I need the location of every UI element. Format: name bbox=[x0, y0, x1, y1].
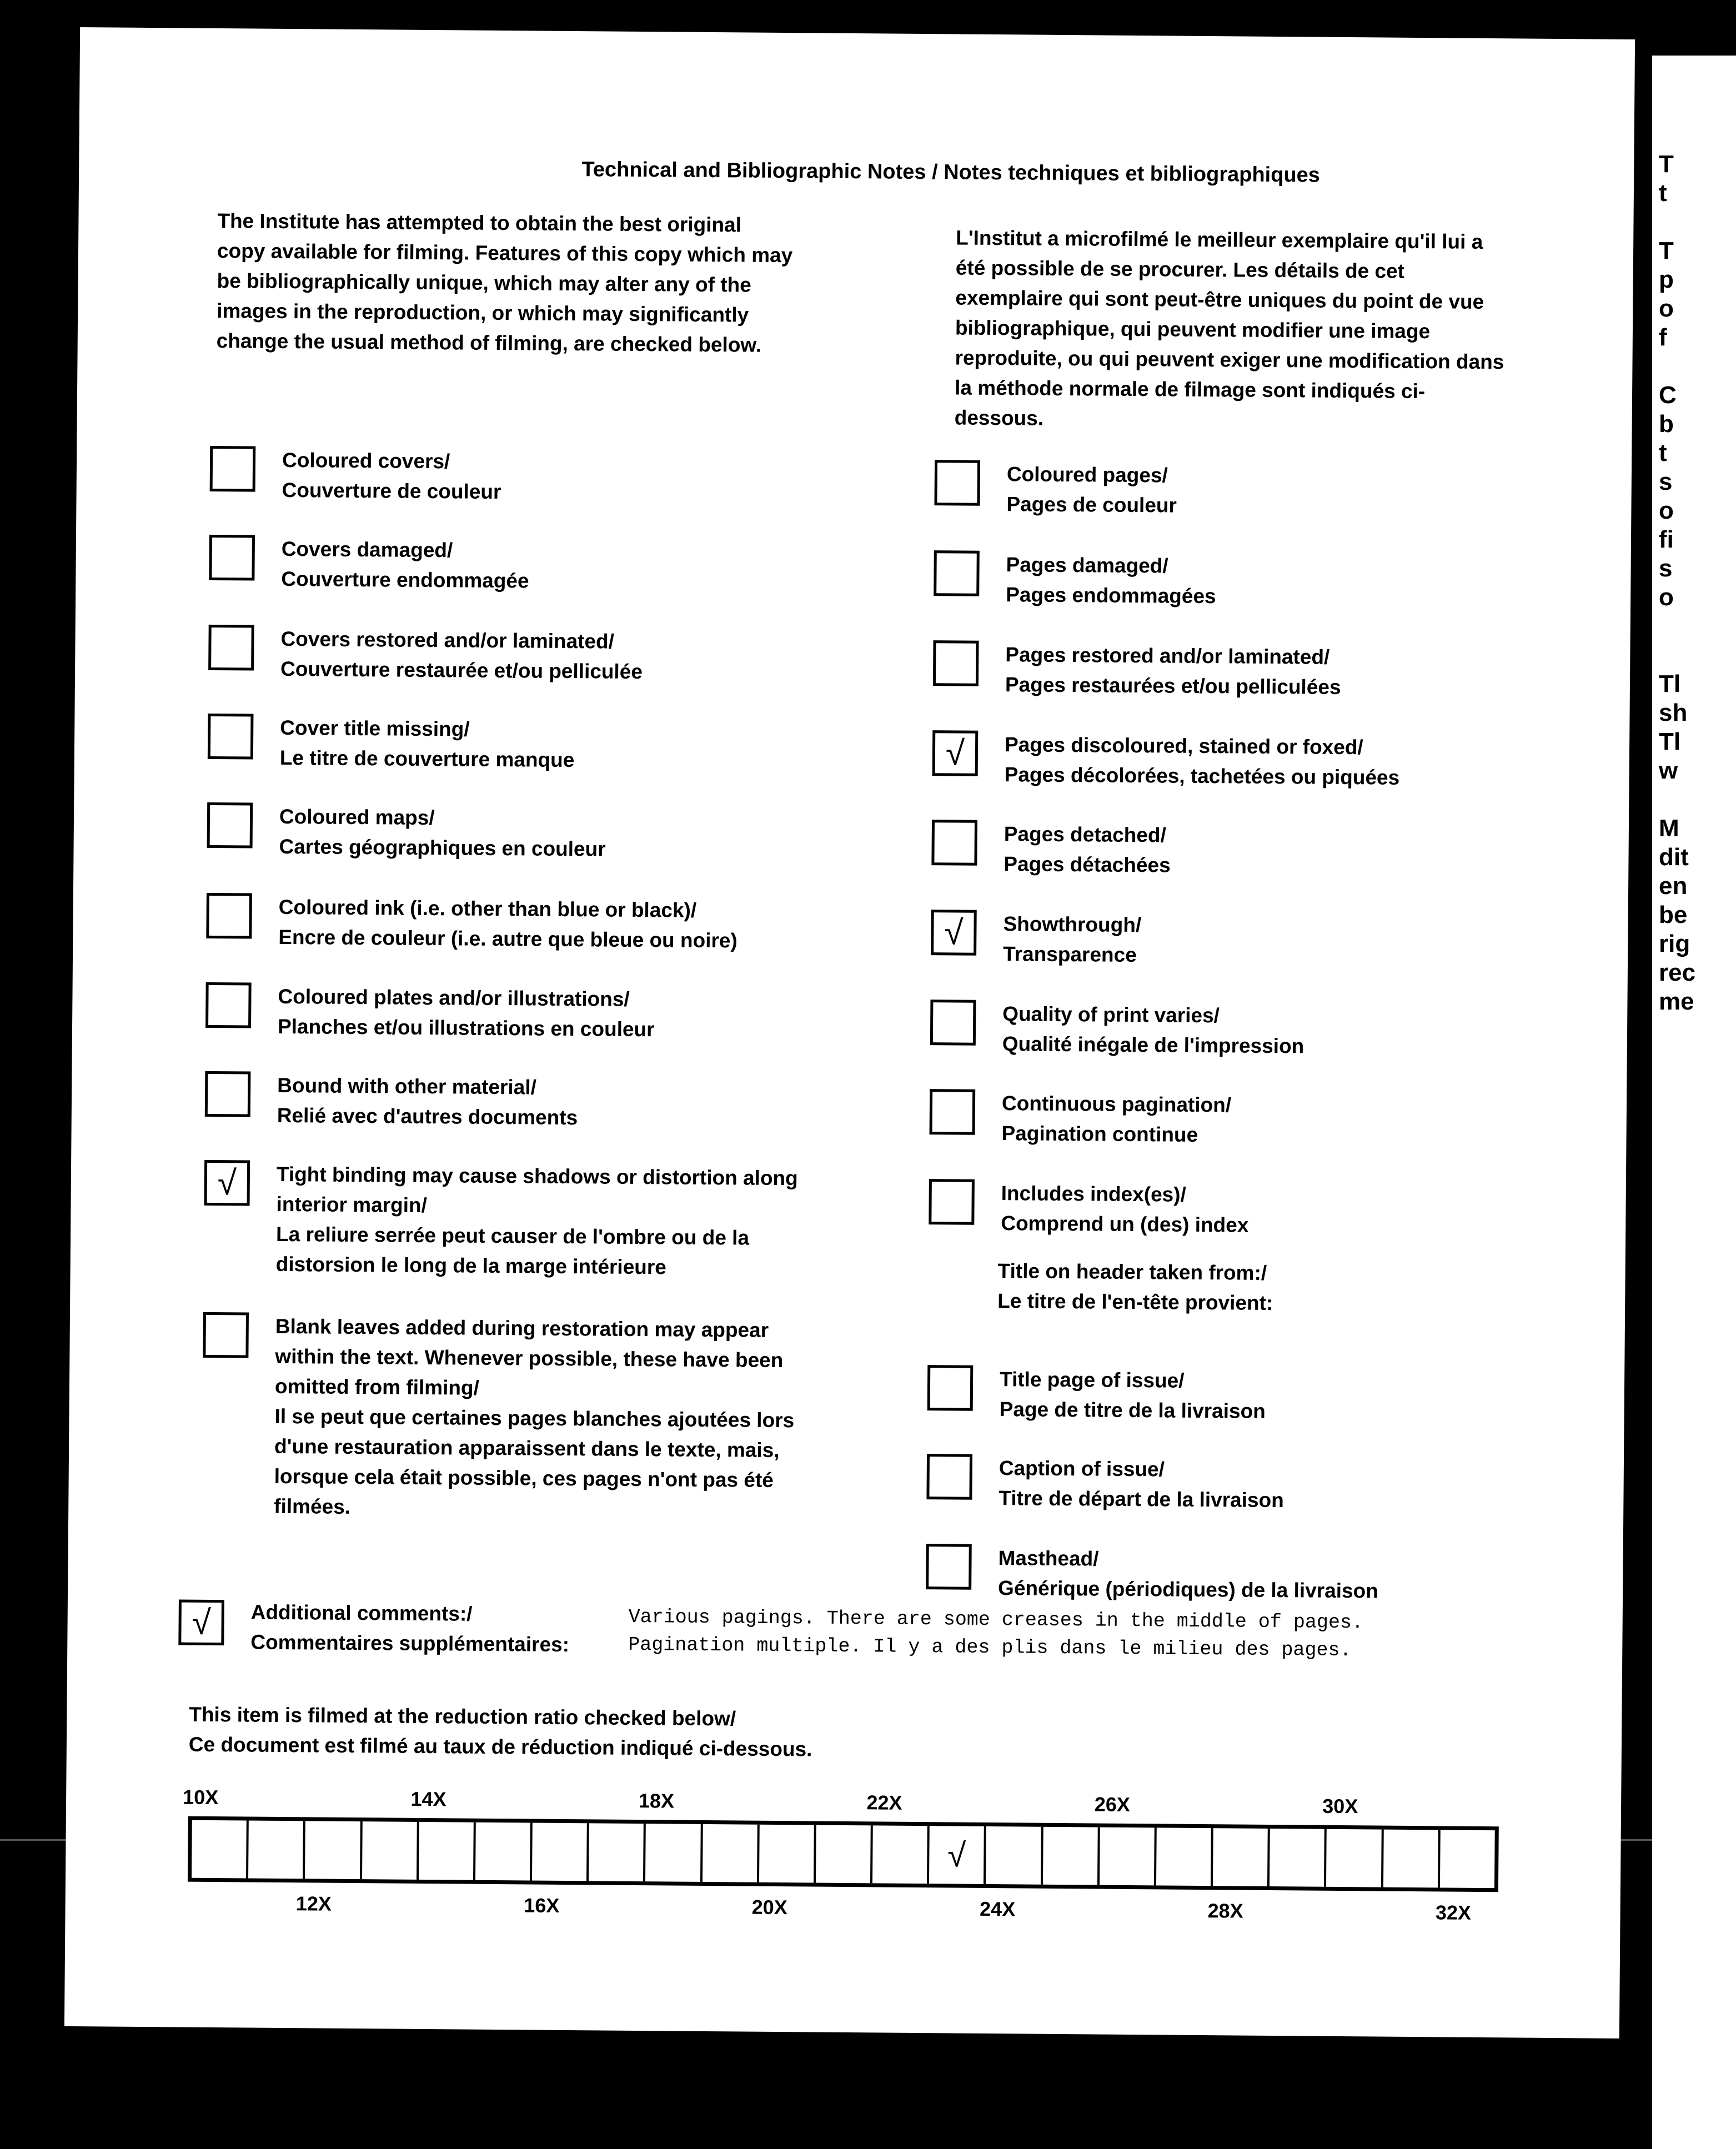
edge-fragment: Tl bbox=[1659, 728, 1681, 755]
right-item-3 bbox=[1004, 730, 1504, 794]
ratio-cell[interactable] bbox=[759, 1825, 816, 1883]
left-item-label-en: Cover title missing/ bbox=[280, 716, 470, 741]
reduction-caption bbox=[189, 1700, 812, 1765]
edge-fragment bbox=[1652, 612, 1736, 641]
intro-english: The Institute has attempted to obtain the best original copy available for filming. Features of this copy which may be bibliographically unique, which may alter any of the images in the reproduction, or which may significantly change the usual method of filming, are checked below. bbox=[216, 209, 793, 357]
ratio-label-top: 30X bbox=[1322, 1794, 1358, 1818]
left-checkbox-8[interactable] bbox=[204, 1160, 250, 1206]
ratio-label-bottom: 20X bbox=[751, 1895, 787, 1919]
left-checkbox-3[interactable] bbox=[208, 714, 254, 760]
left-checkbox-6[interactable] bbox=[205, 982, 252, 1028]
edge-fragment: T bbox=[1659, 237, 1674, 264]
edge-fragment: T bbox=[1659, 150, 1674, 178]
comments-label bbox=[250, 1598, 584, 1660]
left-item-label-fr: Cartes géographiques en couleur bbox=[279, 835, 606, 861]
left-item-label-fr: Planches et/ou illustrations en couleur bbox=[277, 1015, 655, 1041]
ratio-cell[interactable] bbox=[1213, 1828, 1270, 1886]
right-checkbox-0[interactable] bbox=[934, 460, 980, 506]
ratio-label-bottom: 32X bbox=[1435, 1901, 1472, 1924]
ratio-cell[interactable] bbox=[703, 1824, 760, 1882]
edge-fragment: w bbox=[1659, 757, 1678, 784]
left-item-5 bbox=[278, 892, 812, 957]
ratio-cell[interactable] bbox=[1383, 1830, 1441, 1888]
left-checkbox-2[interactable] bbox=[208, 625, 254, 671]
left-item-label-en: Blank leaves added during restoration may appear within the text. Whenever possible, these have been omitted from filming/ bbox=[274, 1314, 784, 1399]
right-item-label-fr: Titre de départ de la livraison bbox=[999, 1487, 1284, 1512]
check-mark-icon: √ bbox=[192, 1603, 211, 1642]
right-checkbox-3[interactable] bbox=[932, 730, 979, 776]
right-item-1 bbox=[1006, 550, 1506, 614]
right-item-label-en: Pages restored and/or laminated/ bbox=[1005, 643, 1330, 669]
edge-fragment: Tl bbox=[1659, 670, 1681, 697]
right-item-4 bbox=[1004, 819, 1504, 883]
edge-fragment: f bbox=[1659, 324, 1667, 351]
left-item-0 bbox=[282, 445, 815, 510]
right-item-7 bbox=[1001, 1088, 1502, 1152]
right-item-8 bbox=[1001, 1178, 1501, 1242]
ratio-label-top: 26X bbox=[1094, 1792, 1131, 1816]
edge-fragment bbox=[1652, 785, 1736, 814]
ratio-cell[interactable] bbox=[1270, 1829, 1327, 1887]
left-checkbox-7[interactable] bbox=[205, 1071, 251, 1117]
edge-fragment: rec bbox=[1659, 959, 1696, 986]
ratio-cell[interactable] bbox=[1326, 1829, 1383, 1887]
ratio-cell[interactable] bbox=[589, 1823, 646, 1881]
ratio-label-top: 18X bbox=[638, 1789, 675, 1812]
left-item-label-fr: Couverture restaurée et/ou pelliculée bbox=[280, 657, 643, 684]
ratio-label-top: 10X bbox=[182, 1785, 219, 1809]
left-item-3 bbox=[280, 713, 814, 777]
right-checkbox-8[interactable] bbox=[929, 1179, 975, 1225]
right-item-label-fr: Page de titre de la livraison bbox=[999, 1398, 1266, 1423]
reduction-ratio-grid bbox=[188, 1816, 1499, 1892]
right-item-label-en: Includes index(es)/ bbox=[1001, 1182, 1186, 1206]
comments-label-fr: Commentaires supplémentaires: bbox=[250, 1630, 570, 1656]
ratio-cell[interactable] bbox=[1100, 1827, 1157, 1886]
left-item-1 bbox=[281, 534, 815, 599]
notes-page bbox=[64, 27, 1635, 2038]
comments-text bbox=[628, 1603, 1363, 1664]
right-item-2 bbox=[1005, 640, 1506, 704]
right-checkbox-2[interactable] bbox=[933, 640, 979, 686]
right-item-label-fr: Pagination continue bbox=[1001, 1122, 1198, 1146]
right-checkbox-7[interactable] bbox=[930, 1089, 976, 1135]
check-mark-icon: √ bbox=[947, 1836, 966, 1874]
edge-fragment bbox=[1652, 208, 1736, 237]
left-item-label-en: Bound with other material/ bbox=[277, 1073, 537, 1099]
ratio-cell[interactable] bbox=[1156, 1827, 1213, 1886]
ratio-cell[interactable] bbox=[986, 1826, 1043, 1885]
left-item-label-fr: Relié avec d'autres documents bbox=[277, 1103, 578, 1129]
right-item-label-fr: Transparence bbox=[1002, 942, 1137, 967]
reduction-caption-fr: Ce document est filmé au taux de réduction indiqué ci-dessous. bbox=[188, 1733, 812, 1761]
edge-fragment: s bbox=[1659, 468, 1673, 495]
edge-fragment: o bbox=[1659, 584, 1674, 611]
left-item-4 bbox=[279, 802, 812, 866]
check-mark-icon: √ bbox=[217, 1163, 237, 1202]
right-item-5 bbox=[1003, 909, 1503, 973]
edge-fragment: t bbox=[1659, 179, 1667, 207]
edge-fragment: dit bbox=[1659, 843, 1689, 871]
left-checkbox-0[interactable] bbox=[210, 446, 256, 492]
left-item-label-en: Coloured covers/ bbox=[282, 448, 450, 473]
header-source-fr: Le titre de l'en-tête provient: bbox=[997, 1289, 1273, 1315]
left-checkbox-5[interactable] bbox=[206, 893, 252, 939]
reduction-caption-en: This item is filmed at the reduction ratio checked below/ bbox=[189, 1703, 736, 1730]
left-item-8 bbox=[275, 1159, 810, 1284]
edge-fragment: b bbox=[1659, 410, 1674, 438]
right-item-label-fr: Qualité inégale de l'impression bbox=[1002, 1032, 1304, 1058]
ratio-label-bottom: 24X bbox=[979, 1897, 1016, 1921]
left-item-label-en: Covers restored and/or laminated/ bbox=[280, 627, 615, 653]
left-item-2 bbox=[280, 624, 814, 689]
left-checkbox-4[interactable] bbox=[207, 802, 253, 848]
comments-label-en: Additional comments:/ bbox=[250, 1600, 473, 1625]
right-item-label-fr: Pages restaurées et/ou pelliculées bbox=[1005, 673, 1341, 699]
ratio-cell[interactable] bbox=[816, 1825, 873, 1884]
check-mark-icon: √ bbox=[945, 734, 965, 773]
comments-checkbox[interactable] bbox=[178, 1600, 224, 1646]
left-item-label-fr: La reliure serrée peut causer de l'ombre ou de la distorsion le long de la marge intérieure bbox=[275, 1222, 750, 1279]
ratio-label-bottom: 28X bbox=[1207, 1899, 1243, 1922]
edge-fragment: fi bbox=[1659, 526, 1674, 553]
ratio-label-bottom: 16X bbox=[524, 1894, 560, 1917]
left-item-label-fr: Couverture endommagée bbox=[281, 567, 529, 593]
right-checkbox-1[interactable] bbox=[934, 550, 980, 596]
right-item-label-fr: Pages détachées bbox=[1004, 852, 1171, 877]
left-item-7 bbox=[277, 1071, 811, 1135]
edge-fragment: s bbox=[1659, 555, 1673, 582]
left-item-label-en: Tight binding may cause shadows or distortion along interior margin/ bbox=[276, 1162, 798, 1217]
right-checkbox-9[interactable] bbox=[927, 1365, 974, 1411]
ratio-cell[interactable] bbox=[305, 1821, 362, 1879]
edge-fragment bbox=[1652, 352, 1736, 381]
right-item-label-en: Continuous pagination/ bbox=[1001, 1092, 1232, 1117]
right-checkbox-5[interactable] bbox=[931, 910, 977, 956]
adjacent-page-edge bbox=[1652, 56, 1736, 2149]
left-item-label-fr: Couverture de couleur bbox=[282, 478, 501, 504]
edge-fragment: me bbox=[1659, 988, 1694, 1015]
right-item-label-fr: Pages endommagées bbox=[1006, 583, 1216, 608]
right-item-label-en: Pages discoloured, stained or foxed/ bbox=[1004, 733, 1363, 759]
right-item-label-en: Coloured pages/ bbox=[1006, 463, 1168, 487]
edge-fragment: p bbox=[1659, 266, 1674, 293]
right-item-label-en: Masthead/ bbox=[998, 1547, 1099, 1570]
right-item-label-en: Title page of issue/ bbox=[999, 1368, 1185, 1392]
right-item-9 bbox=[999, 1364, 1499, 1428]
edge-fragment: en bbox=[1659, 872, 1688, 900]
edge-fragment: t bbox=[1659, 439, 1667, 466]
right-item-label-en: Quality of print varies/ bbox=[1002, 1002, 1220, 1027]
right-item-label-fr: Comprend un (des) index bbox=[1001, 1212, 1249, 1237]
right-item-6 bbox=[1002, 999, 1503, 1063]
right-item-0 bbox=[1006, 459, 1507, 523]
right-item-label-fr: Pages décolorées, tachetées ou piquées bbox=[1004, 763, 1400, 789]
comments-text-fr: Pagination multiple. Il y a des plis dans le milieu des pages. bbox=[628, 1633, 1352, 1662]
ratio-cell[interactable] bbox=[475, 1822, 533, 1881]
ratio-cell[interactable] bbox=[362, 1821, 419, 1880]
ratio-cell[interactable] bbox=[1440, 1830, 1495, 1888]
ratio-cell[interactable] bbox=[929, 1826, 986, 1884]
edge-fragment: o bbox=[1659, 295, 1674, 322]
ratio-label-top: 14X bbox=[410, 1787, 446, 1811]
right-item-10 bbox=[999, 1453, 1499, 1517]
edge-fragment: rig bbox=[1659, 930, 1690, 957]
header-source-en: Title on header taken from:/ bbox=[997, 1259, 1267, 1284]
left-checkbox-1[interactable] bbox=[209, 535, 255, 581]
right-item-label-fr: Pages de couleur bbox=[1006, 493, 1177, 517]
right-checkbox-11[interactable] bbox=[926, 1544, 972, 1590]
ratio-cell[interactable] bbox=[1043, 1827, 1100, 1885]
right-item-11 bbox=[998, 1543, 1498, 1607]
ratio-label-top: 22X bbox=[866, 1791, 902, 1814]
right-item-label-en: Pages damaged/ bbox=[1006, 553, 1168, 578]
right-item-label-en: Caption of issue/ bbox=[999, 1457, 1165, 1481]
edge-fragment: M bbox=[1659, 815, 1679, 842]
left-item-label-en: Coloured plates and/or illustrations/ bbox=[278, 985, 630, 1011]
left-item-label-en: Coloured maps/ bbox=[279, 805, 435, 830]
ratio-cell[interactable] bbox=[248, 1821, 305, 1879]
edge-fragment: o bbox=[1659, 497, 1674, 524]
right-item-label-en: Showthrough/ bbox=[1003, 912, 1142, 937]
right-item-label-fr: Générique (périodiques) de la livraison bbox=[997, 1576, 1378, 1603]
left-item-label-fr: Encre de couleur (i.e. autre que bleue ou noire) bbox=[278, 925, 737, 952]
ratio-cell[interactable] bbox=[419, 1822, 476, 1880]
header-source bbox=[997, 1256, 1498, 1320]
page-title: Technical and Bibliographic Notes / Notes techniques et bibliographiques bbox=[581, 158, 1321, 187]
left-item-label-en: Coloured ink (i.e. other than blue or black)/ bbox=[278, 895, 697, 922]
right-checkbox-10[interactable] bbox=[926, 1454, 972, 1500]
ratio-cell[interactable] bbox=[532, 1823, 589, 1881]
ratio-cell[interactable] bbox=[192, 1820, 249, 1879]
right-item-label-en: Pages detached/ bbox=[1004, 822, 1166, 847]
left-item-6 bbox=[278, 982, 811, 1046]
right-checkbox-6[interactable] bbox=[930, 1000, 976, 1046]
intro-french: L'Institut a microfilmé le meilleur exemplaire qu'il lui a été possible de se procurer. Les détails de cet exemplaire qui sont peut-être uniques du point de vue bibliographique, qui peuvent modifier une image reproduite, ou qui peuvent exiger une modification dans la méthode normale de filmage sont indiqués ci-dessous. bbox=[954, 226, 1504, 430]
edge-fragment bbox=[1652, 641, 1736, 670]
edge-fragment: C bbox=[1659, 381, 1677, 409]
edge-fragment: sh bbox=[1659, 699, 1688, 726]
ratio-label-bottom: 12X bbox=[295, 1892, 332, 1915]
right-checkbox-4[interactable] bbox=[931, 820, 977, 866]
left-checkbox-9[interactable] bbox=[203, 1312, 249, 1358]
check-mark-icon: √ bbox=[944, 913, 964, 952]
left-item-9 bbox=[274, 1312, 809, 1526]
ratio-cell[interactable] bbox=[645, 1824, 703, 1882]
left-item-label-fr: Il se peut que certaines pages blanches ajoutées lors d'une restauration apparaissent dans le texte, mais, lorsque cela était possible, ces pages n'ont pas été filmées. bbox=[274, 1404, 795, 1518]
ratio-cell[interactable] bbox=[872, 1825, 930, 1884]
left-item-label-fr: Le titre de couverture manque bbox=[279, 746, 575, 772]
edge-fragment: be bbox=[1659, 901, 1688, 928]
left-item-label-en: Covers damaged/ bbox=[281, 537, 453, 562]
comments-text-en: Various pagings. There are some creases in the middle of pages. bbox=[628, 1605, 1364, 1634]
